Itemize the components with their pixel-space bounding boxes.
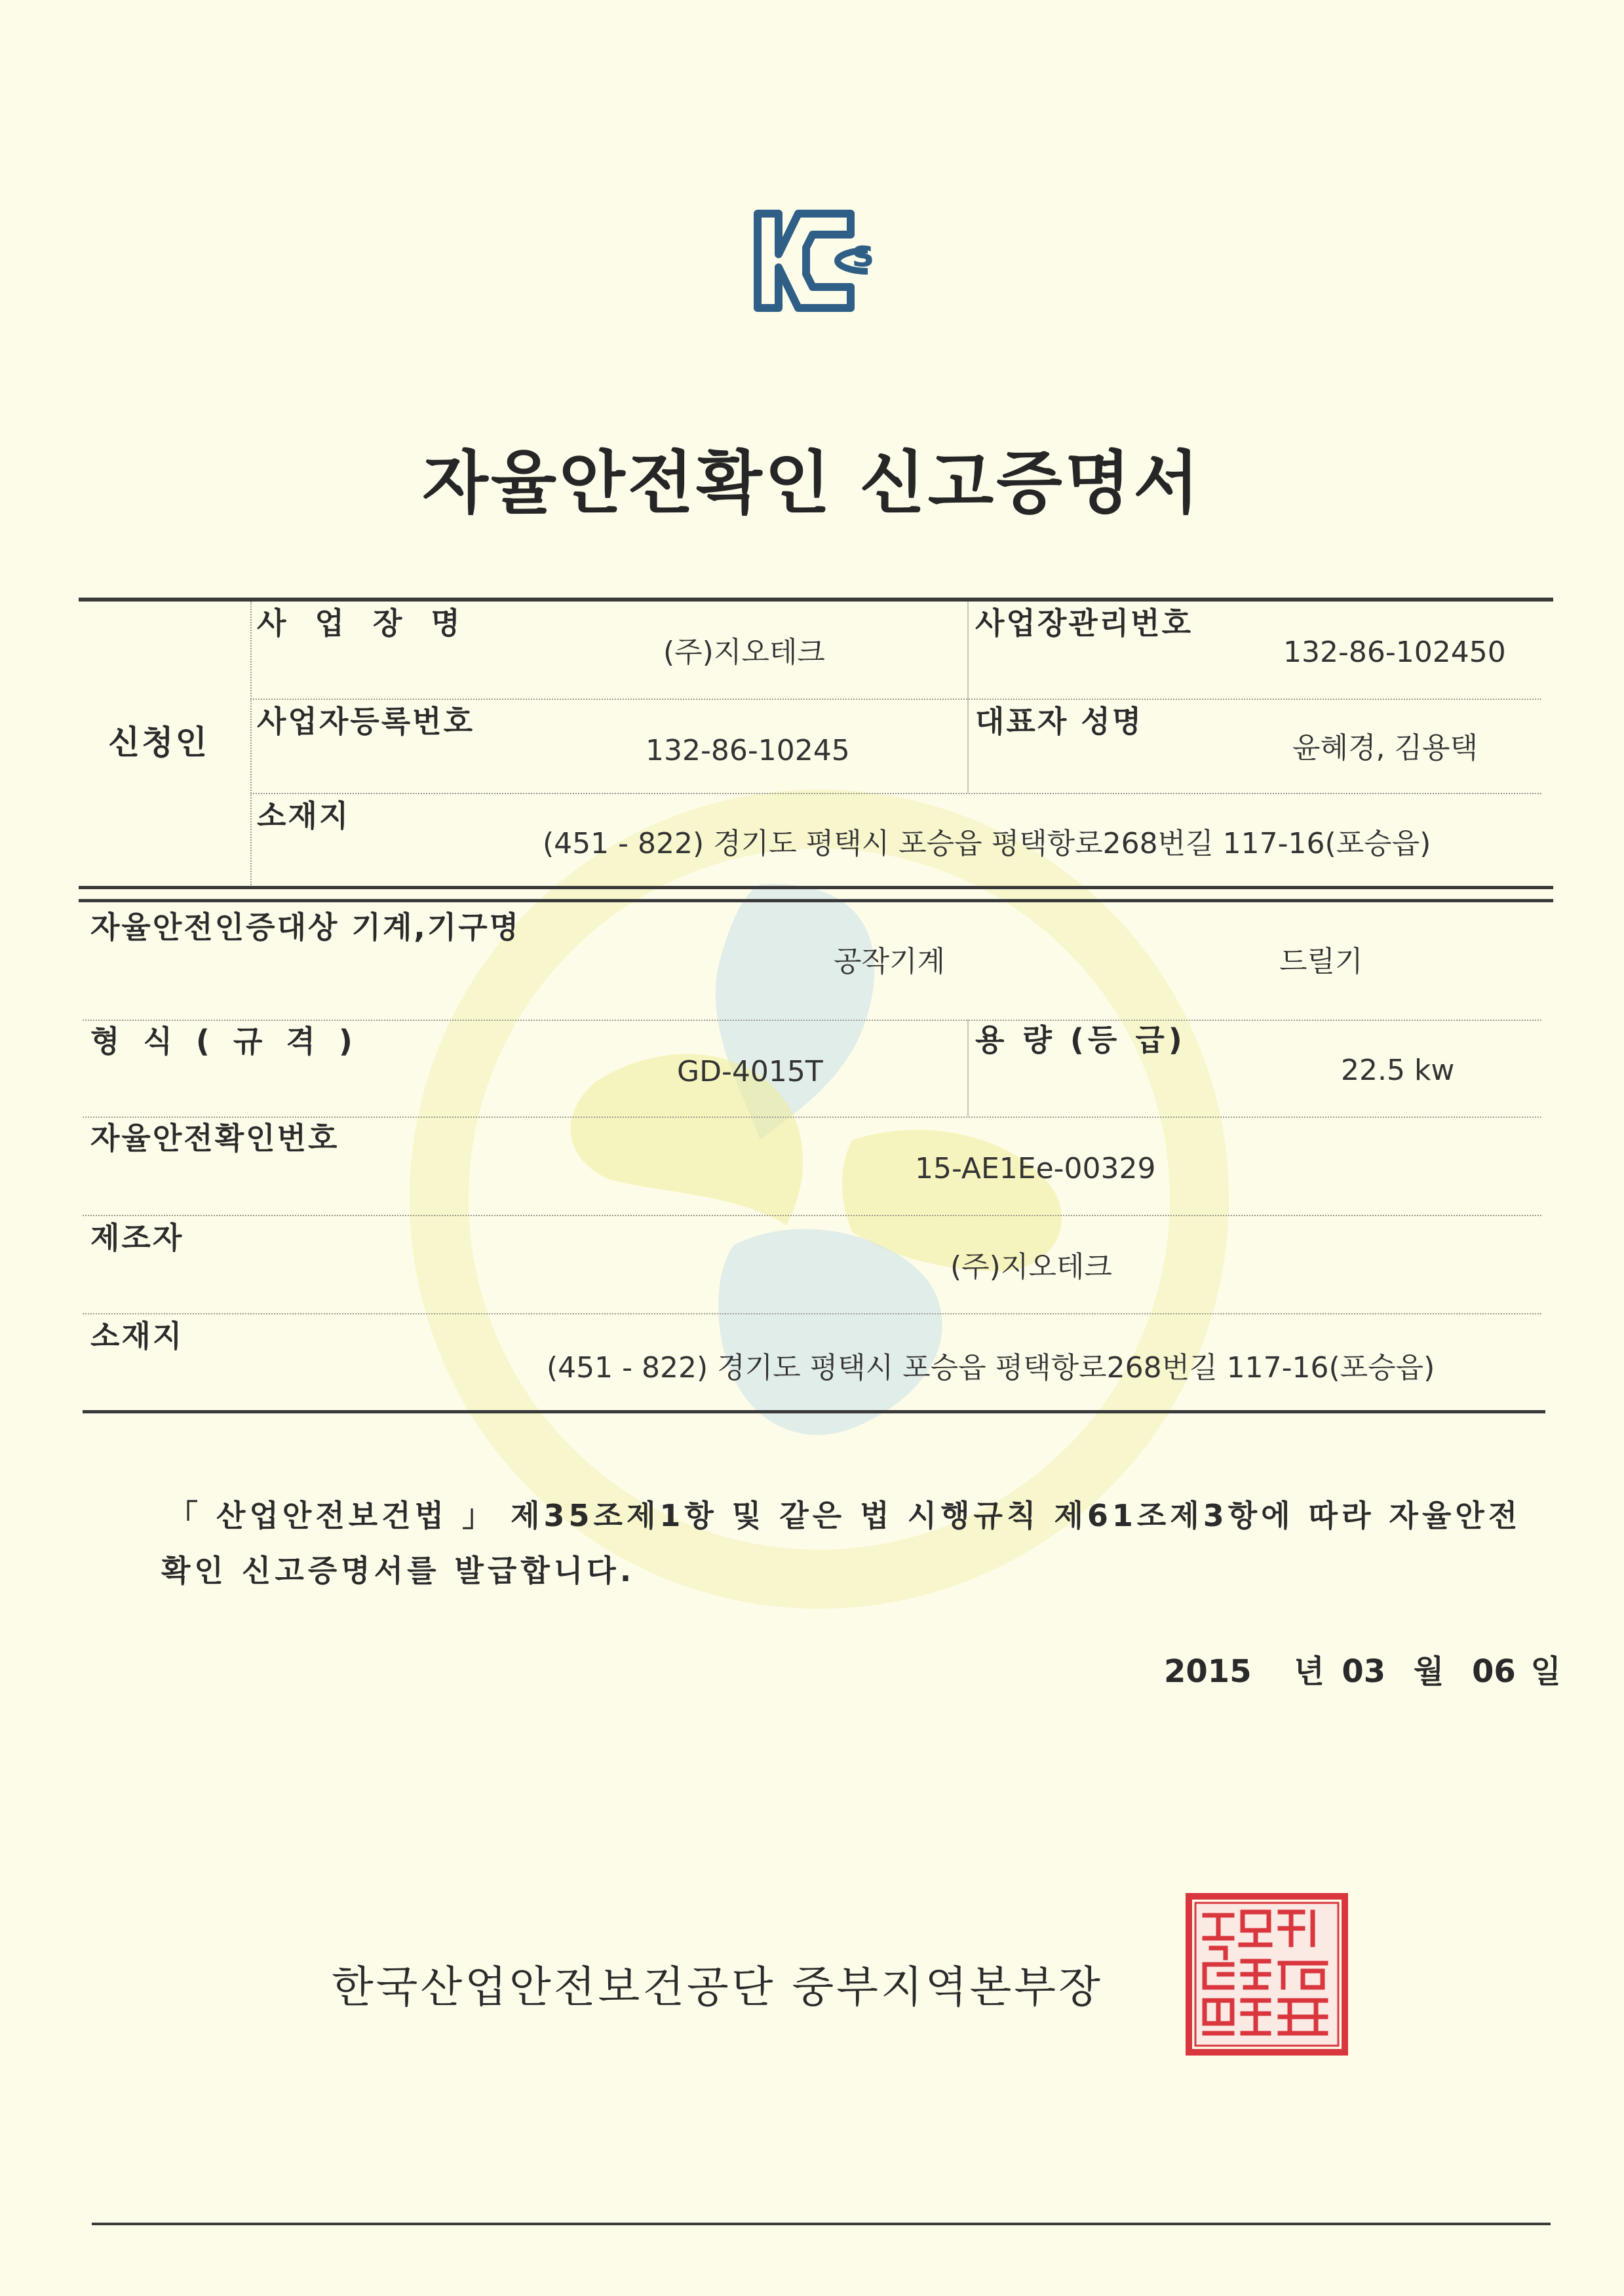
divider-top (79, 598, 1553, 602)
product-address-label: 소재지 (90, 1318, 184, 1354)
machine-category-value: 공작기계 (834, 945, 946, 978)
row-divider (83, 1020, 1541, 1021)
model-label: 형 식 ( 규 격 ) (90, 1024, 359, 1059)
row-divider (83, 1313, 1541, 1314)
kcs-logo (752, 208, 903, 313)
site-mgmt-no-value: 132-86-102450 (1283, 636, 1506, 669)
applicant-mid-divider (967, 602, 969, 793)
capacity-label: 용 량 (등 급) (975, 1022, 1186, 1058)
row-divider (250, 793, 1541, 794)
date-year-unit: 년 (1294, 1653, 1324, 1690)
applicant-section-label: 신청인 (108, 723, 209, 761)
statement-line-2: 확인 신고증명서를 발급합니다. (161, 1553, 636, 1588)
date-day: 06 (1472, 1653, 1516, 1690)
footer-divider (92, 2223, 1551, 2225)
issue-date (1164, 1646, 1561, 1691)
divider-middle-2 (79, 899, 1553, 902)
date-month-unit: 월 (1413, 1653, 1444, 1690)
date-month: 03 (1342, 1653, 1386, 1690)
manufacturer-label: 제조자 (90, 1220, 184, 1255)
statement-line-1: 「 산업안전보건법 」 제35조제1항 및 같은 법 시행규칙 제61조제3항에 따라 자율안전 (168, 1498, 1522, 1533)
divider-bottom (83, 1410, 1545, 1413)
applicant-address-value: (451 - 822) 경기도 평택시 포승읍 평택항로268번길 117-16(포승읍) (543, 827, 1431, 860)
representative-value: 윤혜경, 김용택 (1292, 731, 1478, 765)
capacity-value: 22.5 kw (1341, 1054, 1455, 1087)
page-title: 자율안전확인 신고증명서 (422, 443, 1202, 523)
date-day-unit: 일 (1530, 1653, 1561, 1690)
row-divider (250, 698, 1541, 700)
confirm-no-value: 15-AE1Ee-00329 (915, 1152, 1156, 1185)
site-mgmt-no-label: 사업장관리번호 (975, 605, 1193, 641)
row-divider (83, 1215, 1541, 1216)
confirm-no-label: 자율안전확인번호 (90, 1120, 339, 1156)
business-reg-no-label: 사업자등록번호 (257, 704, 475, 739)
official-seal (1185, 1892, 1349, 2056)
issuer-name: 한국산업안전보건공단 중부지역본부장 (332, 1962, 1103, 2012)
product-address-value: (451 - 822) 경기도 평택시 포승읍 평택항로268번길 117-16(포승읍) (547, 1351, 1435, 1385)
kcs-logo-icon (752, 208, 903, 313)
manufacturer-value: (주)지오테크 (950, 1250, 1112, 1284)
applicant-address-label: 소재지 (257, 798, 351, 833)
business-name-label: 사 업 장 명 (257, 605, 469, 641)
applicant-col-divider (250, 602, 252, 888)
machine-name-value: 드릴기 (1279, 945, 1363, 978)
business-name-value: (주)지오테크 (663, 636, 825, 669)
model-value: GD-4015T (677, 1055, 823, 1088)
product-mid-divider (967, 1020, 969, 1117)
machine-label: 자율안전인증대상 기계,기구명 (90, 909, 521, 945)
representative-label: 대표자 성명 (975, 704, 1144, 739)
kcs-logo-suffix: s (852, 233, 874, 275)
date-year: 2015 (1164, 1653, 1252, 1690)
business-reg-no-value: 132-86-10245 (646, 734, 850, 767)
divider-middle-1 (79, 886, 1553, 889)
row-divider (83, 1117, 1541, 1118)
